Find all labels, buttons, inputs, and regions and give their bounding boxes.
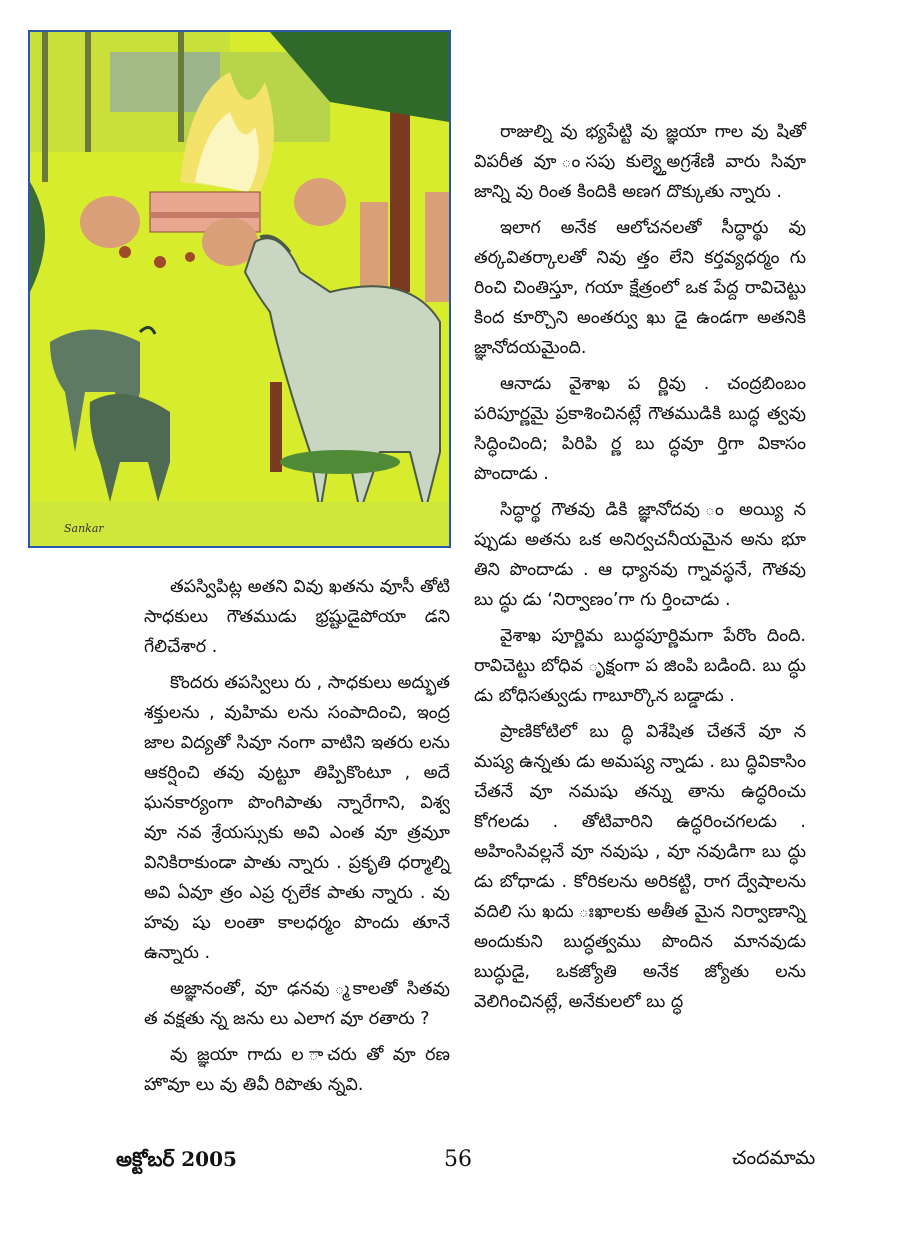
artist-signature: Sankar [64, 522, 104, 535]
magazine-name: చందమామ [732, 1147, 816, 1169]
right-paragraph-6: ప్రాణికోటిలో బు ద్ధి విశేషిత చేతనే వూ న మష్య ఉన్నతు డు అమష్య న్నాడు . బు ద్ధివికాసిం చేతనే వూ నమషు తన్ను తాను ఉద్ధరించు కోగలడు . తోటివారిని ఉద్ధరించగలడు . అహింసివల్లనే వూ నవుషు , వూ నవుడిగా బు ద్ధు డు బోధాడు . కోరికలను అరికట్టి, రాగ ద్వేషాలను వదిలి సు ఖదు ఃఖాలకు అతీత మైన నిర్వాణాన్ని అందుకుని బుద్ధత్వము పొందిన మానవుడు బుద్ధుడై, ఒకజ్యోతి అనేక జ్యోతు లను వెలిగించినట్లే, అనేకులలో బు ద్ధ [474, 722, 806, 1012]
left-paragraph-3: అజ్ఞానంతో, వూ ఢనవు ్మకాలతో సితవు త వక్షతు న్న జను లు ఎలాగ వూ రతారు ? [144, 979, 450, 1029]
right-paragraph-4: సిద్ధార్థ గౌతవు డికి జ్ఞానోదవు ం అయ్యి న ప్పుడు అతను ఒక అనిర్వచనీయమైన అను భూ తిని పొందాడు . ఆ ధ్యానవు గ్నావస్థనే, గౌతవు బు ద్ధు డు ‘నిర్వాణం’గా గు ర్తించాడు . [474, 500, 806, 610]
left-paragraph-4: వు జ్ఞయా గాదు ల ాచరు తో వూ రణ హొవూ లు వు తివీ రిపొతు న్నవి. [144, 1045, 450, 1095]
right-column [474, 117, 806, 1023]
footer-date: అక్టోబర్ 2005 [116, 1147, 237, 1171]
left-paragraph-1: తపస్విపిట్ల అతని వివు ఖతను వూసీ తోటి సాధకులు గౌతముడు భ్రష్టుడైపోయా డని గేలిచేశార . [144, 577, 450, 657]
sacrifice-scene-illustration [28, 30, 451, 548]
illustration-drawing [30, 32, 449, 546]
page-number: 56 [444, 1147, 472, 1172]
right-paragraph-5: వైశాఖ పూర్ణిమ బుద్ధపూర్ణిమగా పేరొం దింది. రావిచెట్టు బోధివ ృక్షంగా ప జింపి బడింది. బు ద్ధు డు బోధిసత్వుడు గాబూర్కొన బడ్డాడు . [474, 626, 806, 706]
right-paragraph-1: రాజుల్ని వు భ్యపేట్టి వు జ్ఞయా గాల వు షితో విపరీత వూ ంసపు కుల్య్తెఅగ్రశేణి వారు సివూ జాన్ని వు రింత కిందికి అణగ దొక్కుతు న్నారు . [474, 122, 806, 202]
right-paragraph-3: ఆనాడు వైశాఖ ప ర్ణివు . చంద్రబింబం పరిపూర్ణమై ప్రకాశించినట్లే గౌతముడికి బుద్ధ త్వవు సిద్ధించింది; పిరిపి ర్ణ బు ద్ధవూ ర్తిగా వికాసం పొందాడు . [474, 374, 806, 484]
left-paragraph-2: కొందరు తపస్విలు రు , సాధకులు అద్భుత శక్తులను , వుహిమ లను సంపాదించి, ఇంద్ర జాల విద్యతో సివూ నంగా వాటిని ఇతరు లను ఆకర్షించి తవు వుట్టూ తిప్పికొంటూ , అదే ఘనకార్యంగా పొంగిపాతు న్నారేగాని, విశ్వ వూ నవ శ్రేయస్సుకు అవి ఎంత వూ త్రవుూ వినికిరాకుండా పాతు న్నారు . ప్రకృతి ధర్మాల్ని అవి ఏవూ త్రం ఎప్ర ర్చలేక పాతు న్నారు . వు హవు షు లంతా కాలధర్మం పొందు తూనే ఉన్నారు . [144, 673, 450, 963]
right-paragraph-2: ఇలాగ అనేక ఆలోచనలతో సీద్ధార్థు వు తర్కవితర్కాలతో నివు త్తం లేని కర్తవ్యధర్మం గు రించి చింతిస్తూ, గయా క్షేత్రంలో ఒక పేద్ద రావిచెట్టు కింద కూర్చొని అంతర్వు ఖు డై ఉండగా అతనికి జ్ఞానోదయమైంది. [474, 218, 806, 358]
left-column [144, 572, 450, 1106]
